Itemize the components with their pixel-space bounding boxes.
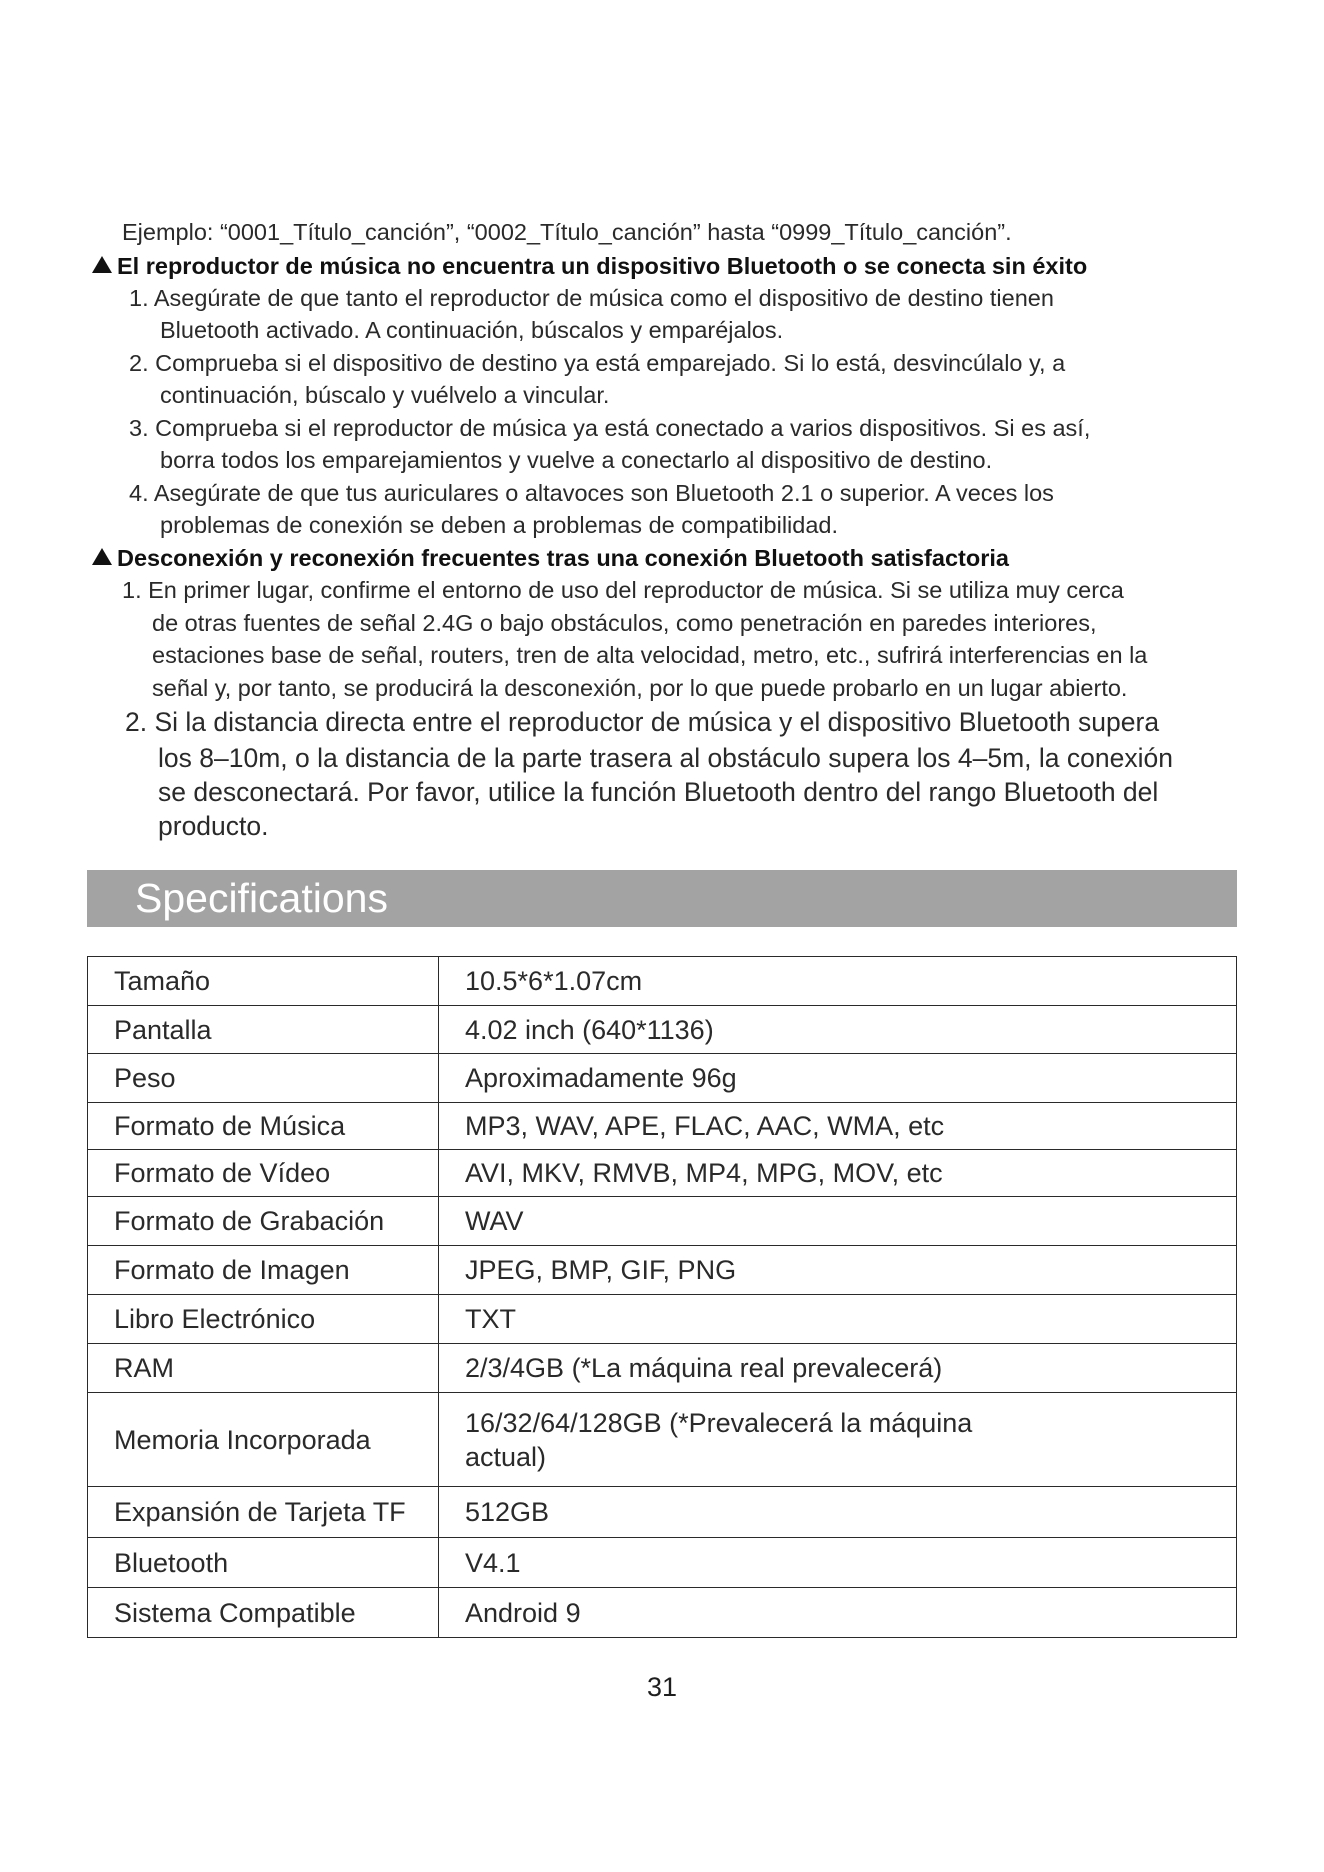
table-row (88, 1588, 1237, 1638)
instruction-line: de otras fuentes de señal 2.4G o bajo obstáculos, como penetración en paredes interiores, (152, 610, 1097, 636)
spec-value: 512GB (439, 1487, 1237, 1538)
instruction-line: 4. Asegúrate de que tus auriculares o altavoces son Bluetooth 2.1 o superior. A veces los (129, 480, 1054, 506)
spec-key: Formato de Imagen (88, 1246, 439, 1295)
spec-key: RAM (88, 1344, 439, 1393)
spec-key: Peso (88, 1054, 439, 1103)
spec-value: AVI, MKV, RMVB, MP4, MPG, MOV, etc (439, 1150, 1237, 1197)
table-row (88, 957, 1237, 1006)
spec-key: Tamaño (88, 957, 439, 1006)
table-row (88, 1054, 1237, 1103)
instruction-line: 2. Comprueba si el dispositivo de destino ya está emparejado. Si lo está, desvincúlalo y, a (129, 350, 1066, 376)
spec-value: 2/3/4GB (*La máquina real prevalecerá) (439, 1344, 1237, 1393)
warning-triangle-icon (92, 548, 112, 565)
table-row (88, 1393, 1237, 1487)
instruction-line: estaciones base de señal, routers, tren de alta velocidad, metro, etc., sufrirá interferencias en la (152, 642, 1148, 668)
table-row (88, 1006, 1237, 1054)
heading-text: El reproductor de música no encuentra un dispositivo Bluetooth o se conecta sin éxito (117, 253, 1088, 279)
instruction-line: 1. Asegúrate de que tanto el reproductor de música como el dispositivo de destino tienen (129, 285, 1054, 311)
spec-key: Formato de Vídeo (88, 1150, 439, 1197)
specifications-title: Specifications (135, 875, 388, 921)
page-number: 31 (646, 1672, 678, 1702)
instruction-line: 3. Comprueba si el reproductor de música ya está conectado a varios dispositivos. Si es así, (129, 415, 1091, 441)
instruction-line: se desconectará. Por favor, utilice la función Bluetooth dentro del rango Bluetooth del (158, 777, 1159, 807)
table-row (88, 1150, 1237, 1197)
table-row (88, 1344, 1237, 1393)
instruction-line: continuación, búscalo y vuélvelo a vincular. (160, 382, 610, 408)
instruction-line: señal y, por tanto, se producirá la desconexión, por lo que puede probarlo en un lugar abierto. (152, 675, 1128, 701)
section-heading-bt-not-found (92, 250, 1087, 282)
instruction-line: 1. En primer lugar, confirme el entorno de uso del reproductor de música. Si se utiliza muy cerca (122, 577, 1124, 603)
table-row (88, 1246, 1237, 1295)
table-row (88, 1538, 1237, 1588)
spec-key: Pantalla (88, 1006, 439, 1054)
instruction-line: 2. Si la distancia directa entre el reproductor de música y el dispositivo Bluetooth supera (125, 707, 1160, 737)
spec-key: Expansión de Tarjeta TF (88, 1487, 439, 1538)
spec-key: Libro Electrónico (88, 1295, 439, 1344)
spec-key: Sistema Compatible (88, 1588, 439, 1638)
spec-value: 10.5*6*1.07cm (439, 957, 1237, 1006)
instruction-line: borra todos los emparejamientos y vuelve a conectarlo al dispositivo de destino. (160, 447, 993, 473)
spec-value: JPEG, BMP, GIF, PNG (439, 1246, 1237, 1295)
table-row (88, 1487, 1237, 1538)
specifications-table (87, 956, 1237, 1638)
spec-key: Formato de Música (88, 1103, 439, 1150)
spec-value: TXT (439, 1295, 1237, 1344)
spec-value: 16/32/64/128GB (*Prevalecerá la máquina actual) (439, 1393, 1237, 1487)
spec-value: 4.02 inch (640*1136) (439, 1006, 1237, 1054)
specifications-banner (87, 870, 1237, 927)
spec-value: Android 9 (439, 1588, 1237, 1638)
spec-value: WAV (439, 1197, 1237, 1246)
warning-triangle-icon (92, 256, 112, 273)
spec-value: MP3, WAV, APE, FLAC, AAC, WMA, etc (439, 1103, 1237, 1150)
instruction-line: Bluetooth activado. A continuación, búscalos y emparéjalos. (160, 317, 784, 343)
spec-key: Bluetooth (88, 1538, 439, 1588)
instruction-line: producto. (158, 811, 269, 841)
instruction-line: problemas de conexión se deben a problemas de compatibilidad. (160, 512, 839, 538)
heading-text: Desconexión y reconexión frecuentes tras una conexión Bluetooth satisfactoria (117, 545, 1009, 571)
table-row (88, 1103, 1237, 1150)
section-heading-bt-disconnect (92, 542, 1009, 574)
table-row (88, 1197, 1237, 1246)
spec-value: Aproximadamente 96g (439, 1054, 1237, 1103)
example-text: Ejemplo: “0001_Título_canción”, “0002_Título_canción” hasta “0999_Título_canción”. (122, 219, 1012, 245)
table-row (88, 1295, 1237, 1344)
spec-key: Memoria Incorporada (88, 1393, 439, 1487)
spec-key: Formato de Grabación (88, 1197, 439, 1246)
spec-value: V4.1 (439, 1538, 1237, 1588)
instruction-line: los 8–10m, o la distancia de la parte trasera al obstáculo supera los 4–5m, la conexión (158, 743, 1173, 773)
